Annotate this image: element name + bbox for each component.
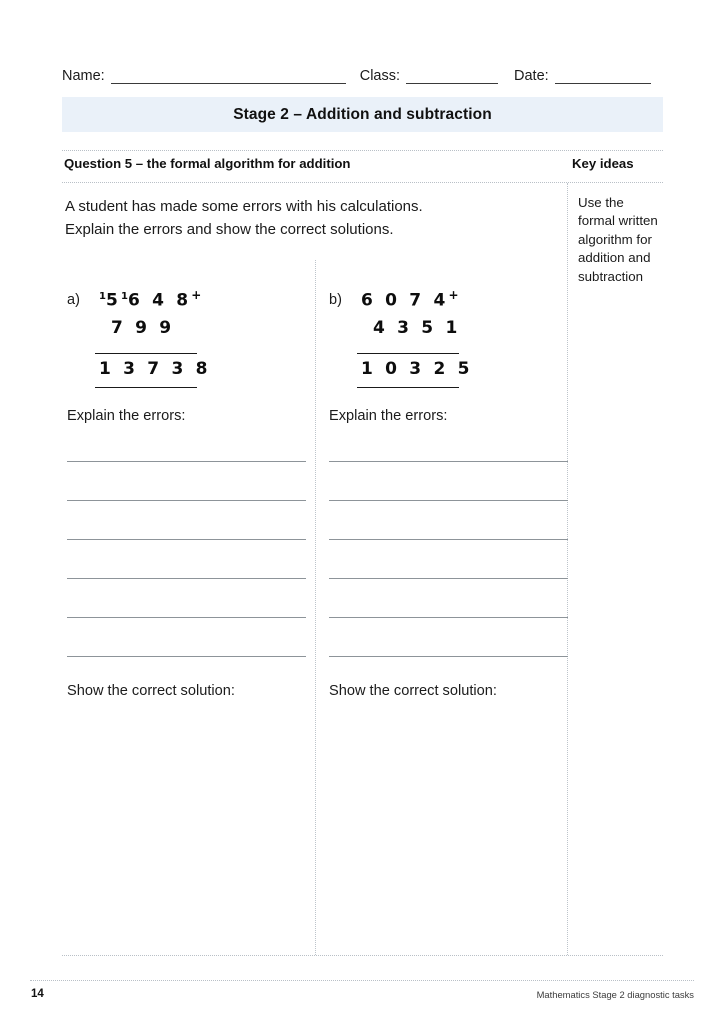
question-prompt	[65, 195, 545, 241]
footer-source-text: Mathematics Stage 2 diagnostic tasks	[536, 989, 694, 1000]
date-input-line[interactable]	[555, 70, 651, 84]
prompt-line-1: A student has made some errors with his calculations.	[65, 198, 423, 215]
student-answer-a: 1 3 7 3 8	[99, 359, 211, 379]
date-label: Date:	[514, 68, 549, 84]
class-field-group	[360, 68, 498, 84]
operator-b: +	[448, 288, 459, 302]
writing-line[interactable]	[67, 461, 306, 462]
question-heading: Question 5 – the formal algorithm for addition	[64, 156, 351, 171]
table-border-top	[62, 150, 663, 151]
table-border-heading	[62, 182, 663, 183]
sum-rule-over-a	[95, 353, 197, 354]
class-label: Class:	[359, 68, 401, 84]
date-field-group	[514, 68, 651, 84]
calculation-b	[327, 280, 575, 392]
sum-rule-under-a	[95, 387, 197, 388]
banner-title: Stage 2 – Addition and subtraction	[233, 105, 492, 123]
class-input-line[interactable]	[406, 70, 498, 84]
writing-line[interactable]	[329, 578, 568, 579]
writing-line[interactable]	[329, 656, 568, 657]
addend-bottom-b: 4 3 5 1	[373, 318, 461, 338]
operator-a: +	[191, 288, 202, 302]
question-part-a	[65, 280, 313, 699]
name-input-line[interactable]	[111, 70, 346, 84]
carry-mark-a-1: 1	[99, 291, 106, 302]
stage-banner	[62, 97, 663, 132]
writing-line[interactable]	[329, 500, 568, 501]
writing-line[interactable]	[67, 617, 306, 618]
sum-rule-over-b	[357, 353, 459, 354]
show-solution-label-b: Show the correct solution:	[329, 683, 497, 699]
addend-top-b	[361, 288, 459, 311]
writing-line[interactable]	[329, 461, 568, 462]
writing-line[interactable]	[67, 500, 306, 501]
carry-mark-a-2: 1	[121, 291, 128, 302]
page-number: 14	[31, 988, 44, 1000]
addend-top-a: $^15^16$ 4 8+	[99, 288, 202, 311]
sum-rule-under-b	[357, 387, 459, 388]
explain-label-b: Explain the errors:	[329, 408, 448, 424]
writing-line[interactable]	[329, 617, 568, 618]
prompt-line-2: Explain the errors and show the correct solutions.	[65, 221, 394, 238]
explain-label-a: Explain the errors:	[67, 408, 186, 424]
name-label: Name:	[62, 68, 105, 84]
addend-top-b-digits: 6 0 7 4	[361, 290, 449, 311]
question-table	[62, 150, 663, 956]
writing-line[interactable]	[67, 578, 306, 579]
writing-line[interactable]	[67, 656, 306, 657]
key-ideas-heading: Key ideas	[572, 156, 634, 171]
footer-divider	[30, 980, 694, 981]
part-label-b: b)	[329, 292, 342, 308]
name-field-group	[62, 68, 346, 84]
question-part-b	[327, 280, 575, 699]
column-divider	[315, 260, 316, 955]
student-info-row	[62, 62, 664, 84]
writing-line[interactable]	[67, 539, 306, 540]
show-solution-label-a: Show the correct solution:	[67, 683, 235, 699]
table-border-bottom	[62, 955, 663, 956]
writing-line[interactable]	[329, 539, 568, 540]
part-label-a: a)	[67, 292, 80, 308]
calculation-a	[65, 280, 313, 392]
key-ideas-text: Use the formal written algorithm for addition and subtraction	[578, 195, 658, 284]
student-answer-b: 1 0 3 2 5	[361, 359, 473, 379]
addend-bottom-a: 7 9 9	[111, 318, 175, 338]
